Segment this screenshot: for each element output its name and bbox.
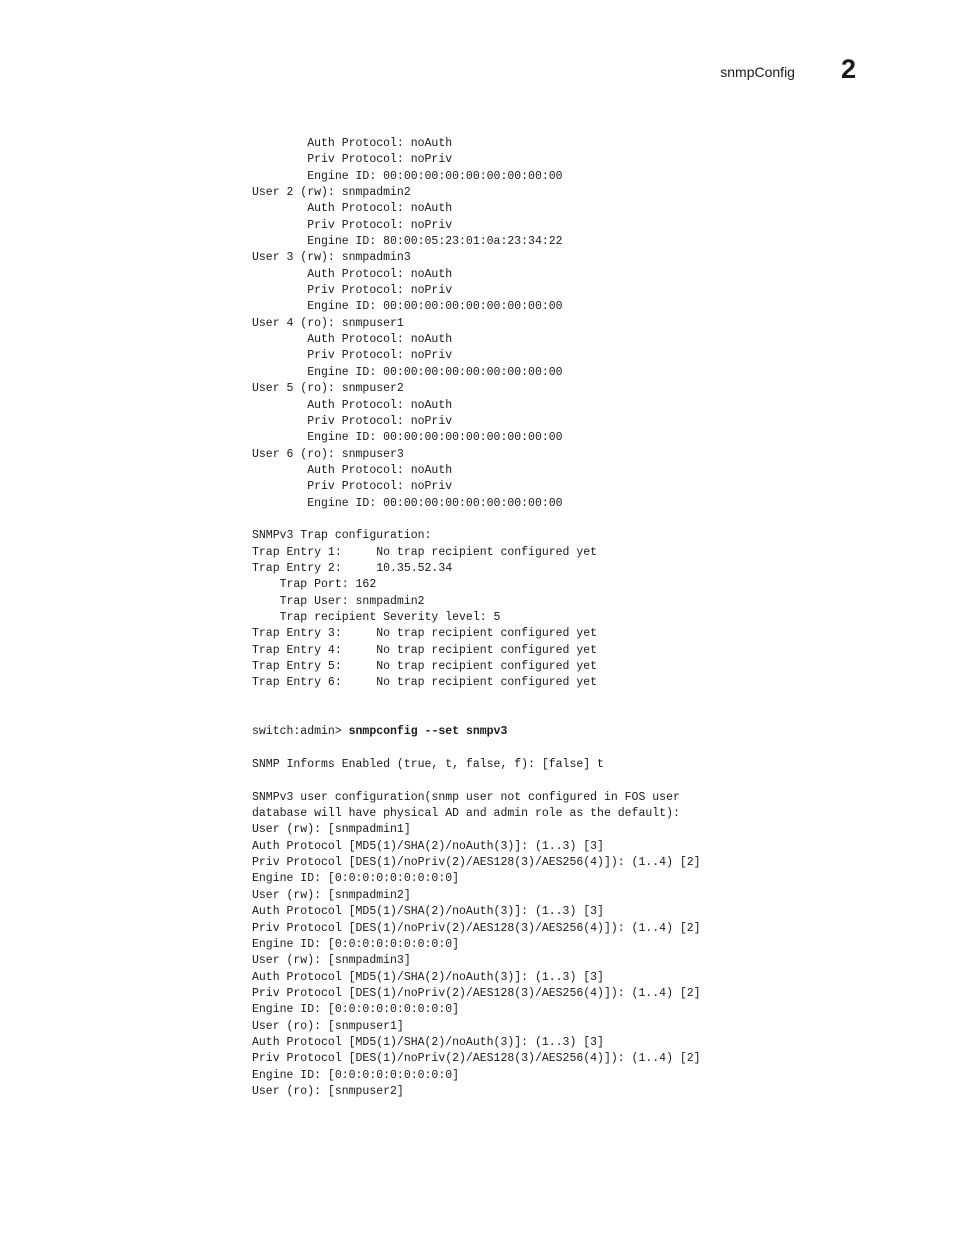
running-header-title: snmpConfig (720, 64, 795, 80)
interactive-session: SNMP Informs Enabled (true, t, false, f): [false] t SNMPv3 user configuration(snmp user not configured in FOS user database will have physical AD and admin role as the default): User (rw): [snmpadmin1] Auth Protocol [MD5(1)/SHA(2)/noAuth(3)]: (1..3) [3] Priv Protocol [DES(1)/noPriv(2)/AES128(3)/AES256(4)]): (1..4) [2] Engine ID: [0:0:0:0:0:0:0:0:0] User (rw): [snmpadmin2] Auth Protocol [MD5(1)/SHA(2)/noAuth(3)]: (1..3) [3] Priv Protocol [DES(1)/noPriv(2)/AES128(3)/AES256(4)]): (1..4) [2] Engine ID: [0:0:0:0:0:0:0:0:0] User (rw): [snmpadmin3] Auth Protocol [MD5(1)/SHA(2)/noAuth(3)]: (1..3) [3] Priv Protocol [DES(1)/noPriv(2)/AES128(3)/AES256(4)]): (1..4) [2] Engine ID: [0:0:0:0:0:0:0:0:0] User (ro): [snmpuser1] Auth Protocol [MD5(1)/SHA(2)/noAuth(3)]: (1..3) [3] Priv Protocol [DES(1)/noPriv(2)/AES128(3)/AES256(4)]): (1..4) [2] Engine ID: [0:0:0:0:0:0:0:0:0] User (ro): [snmpuser2] (252, 758, 701, 1098)
code-example (252, 136, 892, 1100)
chapter-number: 2 (840, 54, 856, 84)
page-header (720, 54, 856, 85)
command-output: Auth Protocol: noAuth Priv Protocol: noPriv Engine ID: 00:00:00:00:00:00:00:00:00 User 2 (rw): snmpadmin2 Auth Protocol: noAuth Priv Protocol: noPriv Engine ID: 80:00:05:23:01:0a:23:34:22 User 3 (rw): snmpadmin3 Auth Protocol: noAuth Priv Protocol: noPriv Engine ID: 00:00:00:00:00:00:00:00:00 User 4 (ro): snmpuser1 Auth Protocol: noAuth Priv Protocol: noPriv Engine ID: 00:00:00:00:00:00:00:00:00 User 5 (ro): snmpuser2 Auth Protocol: noAuth Priv Protocol: noPriv Engine ID: 00:00:00:00:00:00:00:00:00 User 6 (ro): snmpuser3 Auth Protocol: noAuth Priv Protocol: noPriv Engine ID: 00:00:00:00:00:00:00:00:00 SNMPv3 Trap configuration: Trap Entry 1: No trap recipient configured yet Trap Entry 2: 10.35.52.34 Trap Port: 162 Trap User: snmpadmin2 Trap recipient Severity level: 5 Trap Entry 3: No trap recipient configured yet Trap Entry 4: No trap recipient configured yet Trap Entry 5: No trap recipient configured yet Trap Entry 6: No trap recipient configured yet (252, 137, 598, 690)
command-text: snmpconfig --set snmpv3 (348, 725, 508, 739)
shell-prompt: switch:admin> (252, 725, 349, 739)
